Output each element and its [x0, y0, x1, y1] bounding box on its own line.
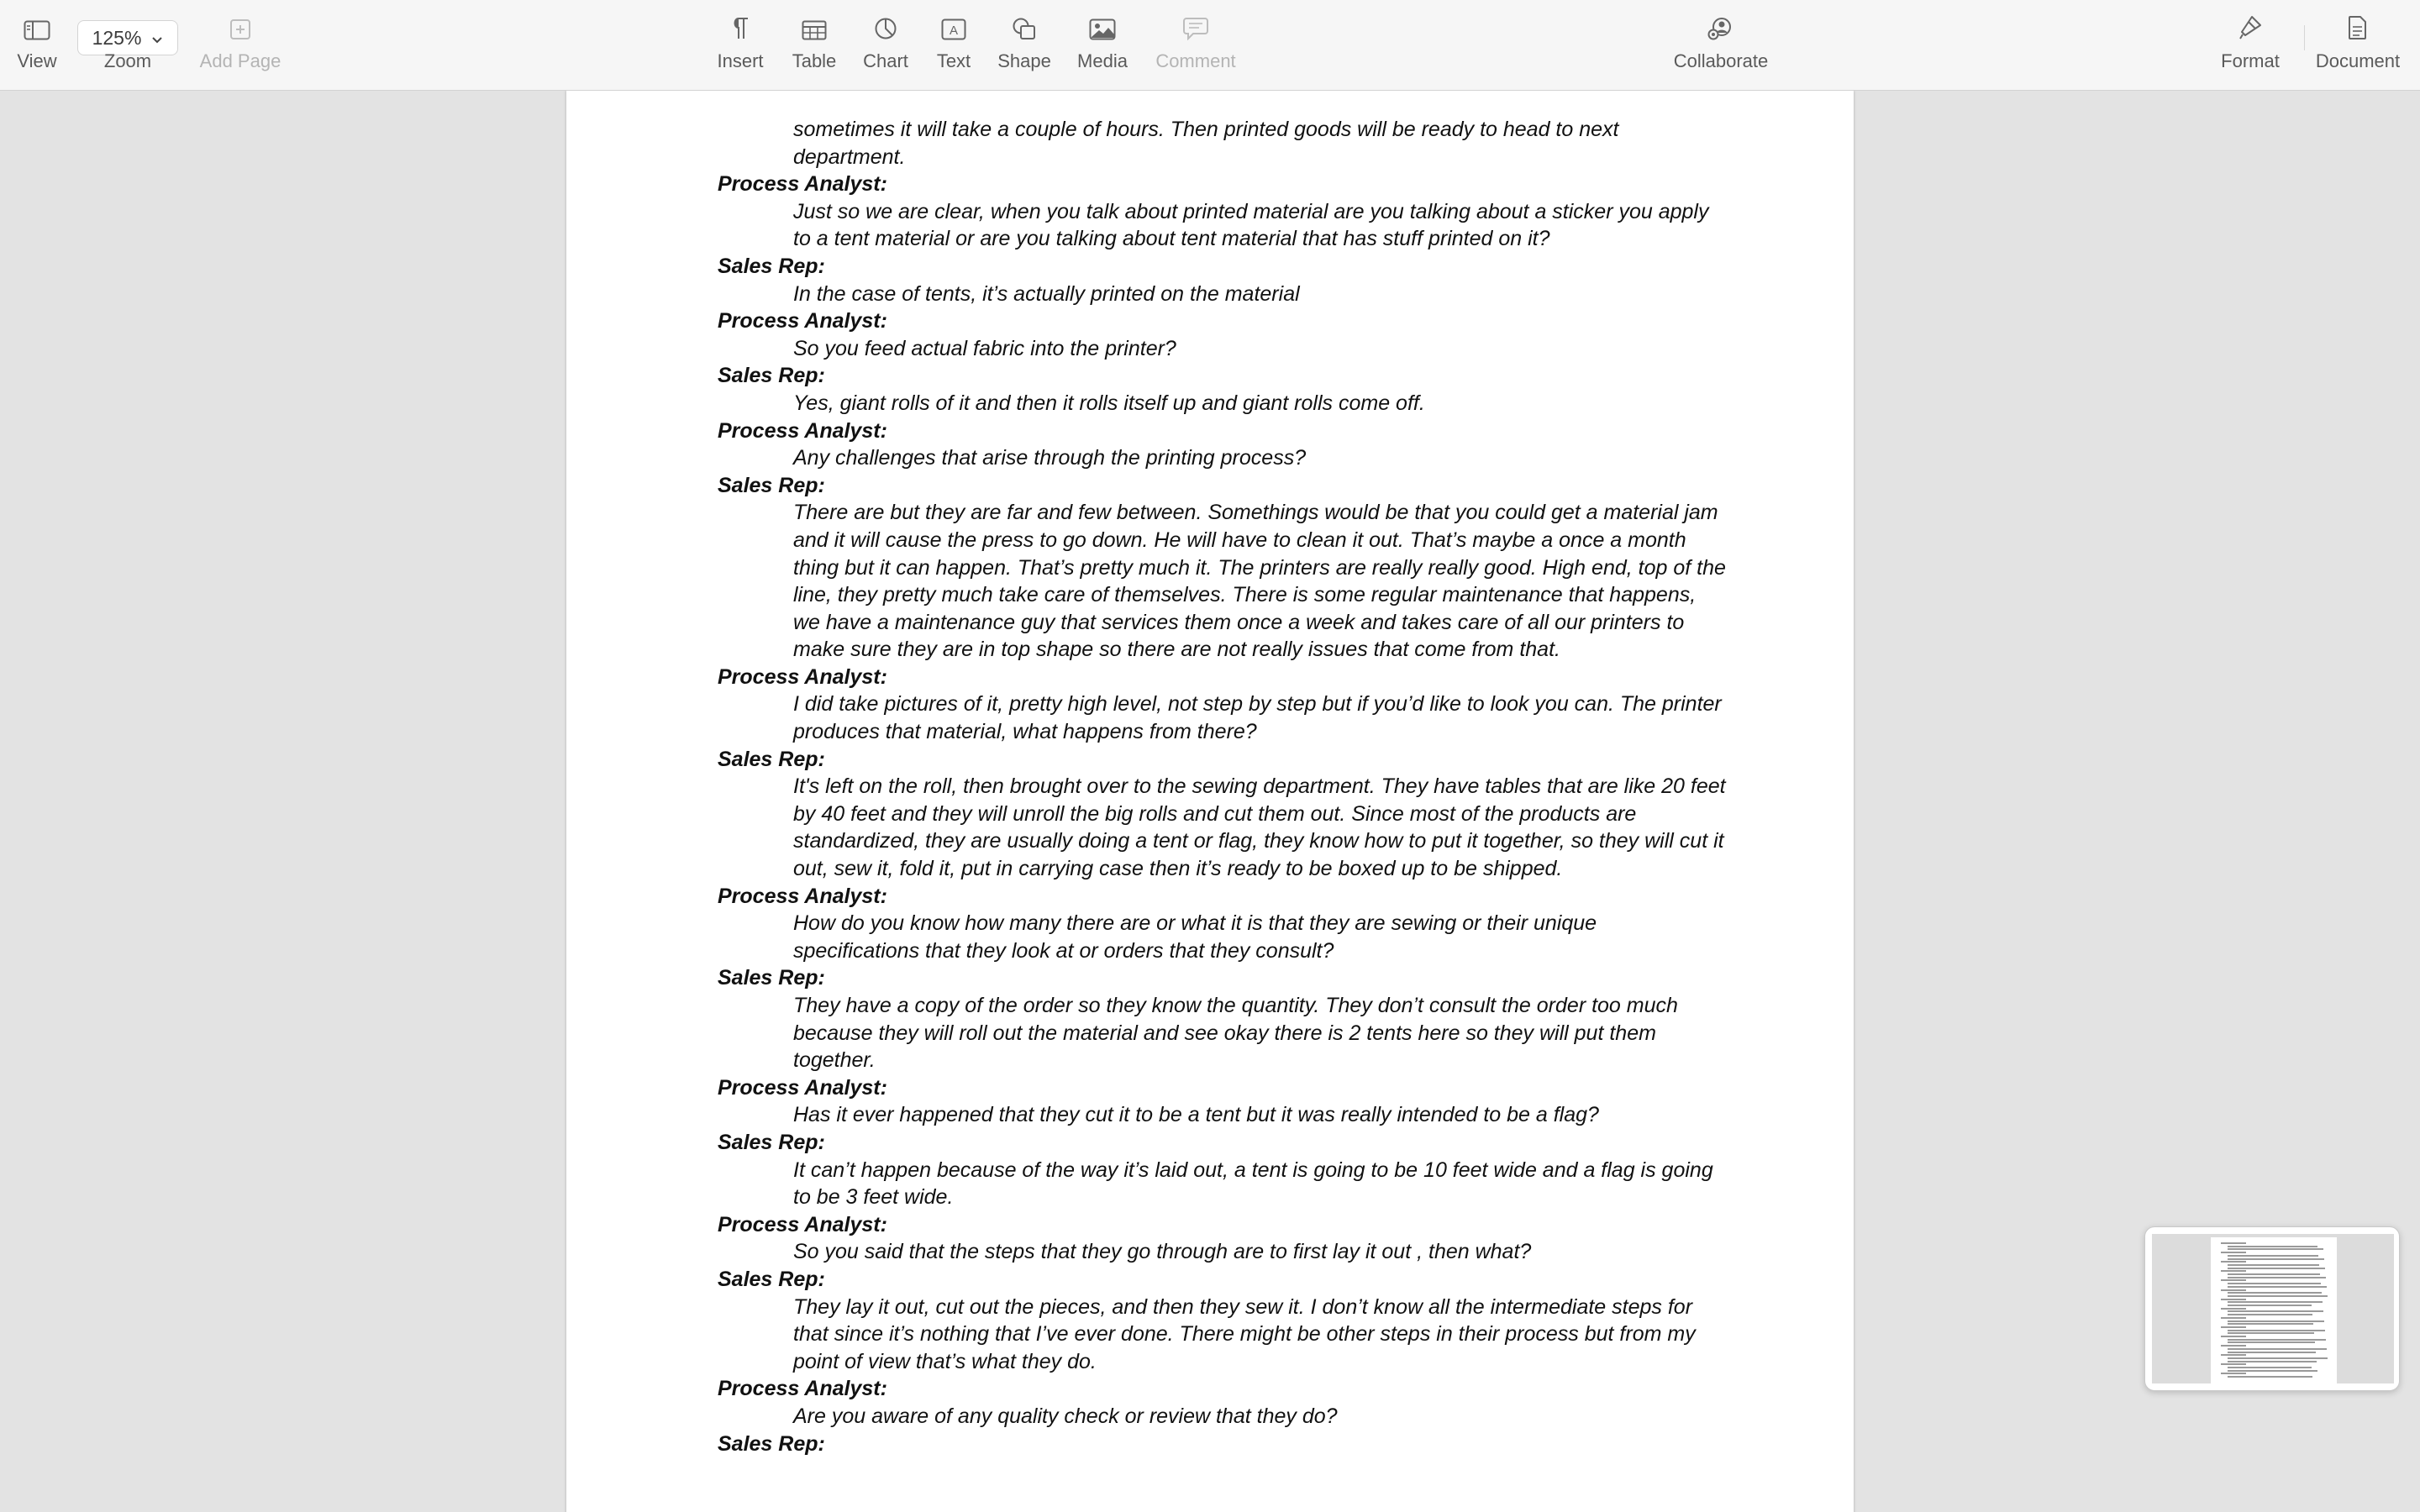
thumbnail-text-line — [2228, 1339, 2326, 1341]
thumbnail-text-line — [2228, 1305, 2312, 1306]
thumbnail-text-line — [2228, 1323, 2313, 1325]
speech-text: It can’t happen because of the way it’s laid out, a tent is going to be 10 feet wide and a flag is going to be 3 feet wide. — [793, 1158, 1713, 1210]
thumbnail-text-line — [2228, 1367, 2312, 1368]
add-page-icon — [190, 0, 291, 50]
speech-text: So you feed actual fabric into the printer? — [793, 336, 1176, 360]
zoom-label: Zoom — [103, 50, 152, 71]
shape-label: Shape — [997, 50, 1051, 71]
page-thumbnail[interactable] — [2144, 1226, 2400, 1391]
speech-text: sometimes it will take a couple of hours. Then printed goods will be ready to head to next department. — [793, 118, 1619, 169]
comment-label: Comment — [1155, 50, 1236, 71]
speaker-name: Sales Rep: — [718, 1267, 825, 1291]
pilcrow-icon — [707, 0, 774, 50]
speaker-name: Process Analyst: — [718, 664, 887, 689]
thumbnail-text-line — [2228, 1376, 2312, 1378]
thumbnail-text-line — [2228, 1273, 2320, 1275]
add-page-label: Add Page — [199, 50, 281, 71]
speech-text: So you said that the steps that they go through are to first lay it out , then what? — [793, 1240, 1532, 1264]
document-canvas[interactable] — [0, 91, 2420, 1512]
speaker-name: Process Analyst: — [718, 172, 887, 197]
comment-icon — [1145, 0, 1246, 50]
view-label: View — [17, 50, 57, 71]
table-label: Table — [792, 50, 837, 71]
thumbnail-text-line — [2228, 1286, 2327, 1288]
thumbnail-text-line — [2221, 1345, 2246, 1347]
speech-text: I did take pictures of it, pretty high level, not step by step but if you’d like to look you can. The printer produces that material, what happens from there? — [793, 692, 1722, 744]
speech-text: They have a copy of the order so they know the quantity. They don’t consult the order too much because they will roll out the material and see okay there is 2 tents here so they will put them together. — [793, 994, 1678, 1073]
thumbnail-text-line — [2228, 1301, 2323, 1303]
thumbnail-text-line — [2228, 1264, 2319, 1266]
speech-text: Yes, giant rolls of it and then it rolls itself up and giant rolls come off. — [793, 391, 1425, 415]
thumbnail-text-line — [2221, 1289, 2246, 1291]
zoom-value: 125% — [92, 26, 142, 49]
chart-button[interactable] — [852, 0, 919, 91]
thumbnail-text-line — [2221, 1261, 2246, 1263]
document-label: Document — [2315, 50, 2401, 71]
thumbnail-text-line — [2228, 1361, 2317, 1362]
speaker-name: Sales Rep: — [718, 364, 825, 388]
thumbnail-text-line — [2228, 1277, 2326, 1278]
photo-icon — [1069, 0, 1136, 50]
speech-text: Are you aware of any quality check or review that they do? — [793, 1404, 1338, 1428]
thumbnail-text-line — [2228, 1248, 2323, 1250]
thumbnail-text-line — [2228, 1320, 2324, 1322]
thumbnail-text-line — [2228, 1268, 2325, 1269]
speech-text: They lay it out, cut out the pieces, and then they sew it. I don’t know all the intermediate steps for that since it’s nothing that I’ve ever done. There might be other steps in their process but from my point of view that’s what they do. — [793, 1294, 1696, 1373]
thumbnail-text-line — [2228, 1352, 2316, 1353]
document-button[interactable] — [2307, 0, 2408, 91]
thumbnail-text-line — [2221, 1336, 2246, 1337]
thumbnail-text-line — [2228, 1295, 2328, 1297]
speaker-name: Process Analyst: — [718, 884, 887, 908]
chart-label: Chart — [863, 50, 908, 71]
speaker-name: Process Analyst: — [718, 1212, 887, 1236]
thumbnail-text-line — [2228, 1310, 2323, 1312]
thumbnail-text-line — [2221, 1242, 2246, 1244]
media-button[interactable] — [1069, 0, 1136, 91]
thumbnail-text-line — [2228, 1255, 2318, 1257]
speaker-name: Sales Rep: — [718, 473, 825, 497]
speaker-name: Process Analyst: — [718, 418, 887, 443]
speech-text: It's left on the roll, then brought over to the sewing department. They have tables that are like 20 feet by 40 feet and they will unroll the big rolls and cut them out. Since most of the products are standardized, they are usually doing a tent or flag, they know how to put it together, so they will cut it out, sew it, fold it, put in carrying case then it’s ready to be boxed up to be shipped. — [793, 774, 1726, 881]
chart-icon — [852, 0, 919, 50]
thumbnail-preview — [2152, 1234, 2394, 1383]
text-label: Text — [936, 50, 971, 71]
speaker-name: Process Analyst: — [718, 1377, 887, 1401]
speech-text: Any challenges that arise through the printing process? — [793, 446, 1307, 470]
speaker-name: Process Analyst: — [718, 309, 887, 333]
shape-icon — [991, 0, 1058, 50]
thumbnail-text-line — [2228, 1357, 2328, 1359]
thumbnail-text-line — [2228, 1341, 2315, 1343]
insert-button[interactable] — [707, 0, 774, 91]
table-icon — [781, 0, 848, 50]
zoom-control — [94, 0, 161, 91]
thumbnail-text-line — [2228, 1292, 2322, 1294]
toolbar — [0, 0, 2420, 91]
thumbnail-text-line — [2228, 1246, 2317, 1247]
thumbnail-text-line — [2221, 1363, 2246, 1365]
format-button[interactable] — [2217, 0, 2284, 91]
thumbnail-text-line — [2221, 1354, 2246, 1356]
thumbnail-text-line — [2221, 1326, 2246, 1328]
add-page-button[interactable] — [190, 0, 291, 91]
svg-text:A: A — [949, 24, 959, 38]
speech-text: Just so we are clear, when you talk about printed material are you talking about a sticker you apply to a tent material or are you talking about tent material that has stuff printed on it? — [793, 199, 1709, 251]
collaborate-icon — [1662, 0, 1780, 50]
thumbnail-text-line — [2221, 1308, 2246, 1310]
speech-text: In the case of tents, it’s actually printed on the material — [793, 281, 1300, 306]
speech-text: There are but they are far and few between. Somethings would be that you could get a material jam and it will cause the press to go down. He will have to clean it out. That’s maybe a once a month thing but it can happen. That’s pretty much it. The printers are really really good. High end, top of the line, they pretty much take care of themselves. There is some regular maintenance that happens, we have a maintenance guy that services them once a week and takes care of all our printers to make sure they are in top shape so there are not really issues that come from that. — [793, 501, 1726, 662]
speaker-name: Process Analyst: — [718, 1075, 887, 1100]
speaker-name: Sales Rep: — [718, 1431, 825, 1456]
text-box-icon — [920, 0, 987, 50]
thumbnail-text-line — [2221, 1299, 2246, 1300]
paintbrush-icon — [2217, 0, 2284, 50]
document-body[interactable] — [718, 116, 1726, 1457]
sidebar-icon — [3, 0, 71, 50]
shape-button[interactable] — [991, 0, 1058, 91]
thumbnail-text-line — [2221, 1252, 2246, 1253]
speaker-name: Sales Rep: — [718, 1130, 825, 1154]
thumbnail-text-line — [2221, 1279, 2246, 1281]
collaborate-button[interactable] — [1662, 0, 1780, 91]
media-label: Media — [1077, 50, 1128, 71]
speaker-name: Sales Rep: — [718, 254, 825, 278]
insert-label: Insert — [717, 50, 764, 71]
speech-text: Has it ever happened that they cut it to be a tent but it was really intended to be a flag? — [793, 1103, 1599, 1127]
thumbnail-text-line — [2228, 1370, 2317, 1372]
comment-button[interactable] — [1145, 0, 1246, 91]
text-button[interactable] — [920, 0, 987, 91]
collaborate-label: Collaborate — [1673, 50, 1769, 71]
thumbnail-text-line — [2228, 1314, 2312, 1315]
thumbnail-page — [2211, 1237, 2337, 1383]
thumbnail-text-line — [2228, 1283, 2321, 1284]
table-button[interactable] — [781, 0, 848, 91]
thumbnail-text-line — [2228, 1258, 2324, 1260]
speech-text: How do you know how many there are or what it is that they are sewing or their unique specifications that they look at or orders that they consult? — [793, 911, 1597, 963]
document-icon — [2307, 0, 2408, 50]
toolbar-divider — [2304, 25, 2305, 50]
thumbnail-text-line — [2221, 1317, 2246, 1319]
thumbnail-text-line — [2228, 1348, 2327, 1350]
thumbnail-text-line — [2221, 1270, 2246, 1272]
thumbnail-text-line — [2228, 1330, 2325, 1331]
document-page[interactable] — [566, 91, 1854, 1512]
speaker-name: Sales Rep: — [718, 966, 825, 990]
thumbnail-text-line — [2228, 1332, 2314, 1334]
format-label: Format — [2221, 50, 2280, 71]
view-button[interactable] — [3, 0, 71, 91]
thumbnail-text-line — [2221, 1373, 2246, 1374]
speaker-name: Sales Rep: — [718, 747, 825, 771]
